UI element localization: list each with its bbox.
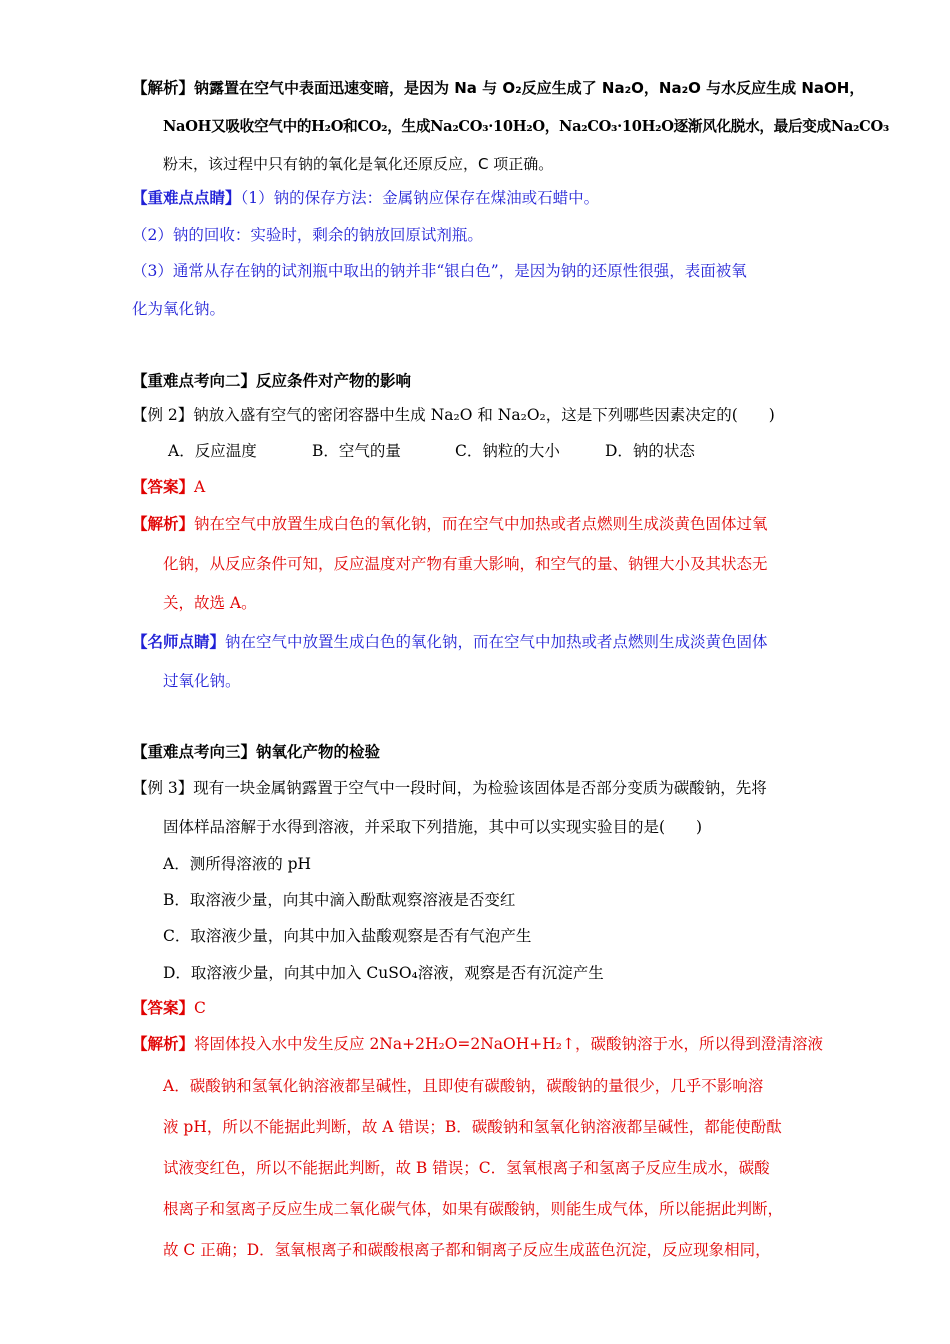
example-3-option-b: B．取溶液少量，向其中滴入酚酞观察溶液是否变红 — [163, 891, 516, 909]
example-2-analysis-line-2: 化钠，从反应条件可知，反应温度对产物有重大影响，和空气的量、钠锂大小及其状态无 — [163, 555, 768, 573]
key-tip-line-2: （2）钠的回收：实验时，剩余的钠放回原试剂瓶。 — [132, 226, 483, 244]
example-2-option-a: A．反应温度 — [168, 442, 257, 460]
example-3-analysis-line-3: 液 pH，所以不能据此判断，故 A 错误；B．碳酸钠和氢氧化钠溶液都呈碱性，都能使酚酞 — [163, 1118, 782, 1136]
example-2-analysis-line-1: 【解析】钠在空气中放置生成白色的氧化钠，而在空气中加热或者点燃则生成淡黄色固体过氧 — [132, 514, 768, 533]
key-tip-line-3: （3）通常从存在钠的试剂瓶中取出的钠并非“银白色”，是因为钠的还原性很强，表面被氧 — [132, 262, 747, 280]
key-tip-tag: 【重难点点睛】 — [132, 188, 241, 207]
example-2-question: 【例 2】钠放入盛有空气的密闭容器中生成 Na₂O 和 Na₂O₂，这是下列哪些因素决定的( ) — [132, 406, 775, 424]
example-3-question-line-2: 固体样品溶解于水得到溶液，并采取下列措施，其中可以实现实验目的是( ) — [163, 818, 703, 836]
example-3-option-a: A．测所得溶液的 pH — [163, 855, 312, 873]
example-3-option-d: D．取溶液少量，向其中加入 CuSO₄溶液，观察是否有沉淀产生 — [163, 964, 604, 982]
analysis-tag: 【解析】 — [132, 1034, 195, 1053]
teacher-tip-line-1: 【名师点睛】钠在空气中放置生成白色的氧化钠，而在空气中加热或者点燃则生成淡黄色固体 — [132, 632, 768, 651]
section-2-heading: 【重难点考向二】反应条件对产物的影响 — [132, 371, 412, 390]
analysis-paragraph-1-line-2: NaOH又吸收空气中的H₂O和CO₂，生成Na₂CO₃·10H₂O，Na₂CO₃·10H₂O逐渐风化脱水，最后变成Na₂CO₃ — [163, 118, 889, 135]
teacher-tip-line-2: 过氧化钠。 — [163, 672, 241, 690]
answer-tag: 【答案】 — [132, 477, 195, 496]
example-3-question-line-1: 【例 3】现有一块金属钠露置于空气中一段时间，为检验该固体是否部分变质为碳酸钠，先将 — [132, 779, 767, 797]
example-3-analysis-line-1: 【解析】将固体投入水中发生反应 2Na+2H₂O=2NaOH+H₂↑，碳酸钠溶于水，所以得到澄清溶液 — [132, 1034, 823, 1053]
example-2-option-b: B．空气的量 — [312, 442, 401, 460]
section-3-heading: 【重难点考向三】钠氧化产物的检验 — [132, 742, 381, 761]
example-3-analysis-line-5: 根离子和氢离子反应生成二氧化碳气体，如果有碳酸钠，则能生成气体，所以能据此判断， — [163, 1200, 784, 1218]
teacher-tip-tag: 【名师点睛】 — [132, 632, 226, 651]
example-3-analysis-line-4: 试液变红色，所以不能据此判断，故 B 错误；C．氢氧根离子和氢离子反应生成水，碳酸 — [163, 1159, 770, 1177]
key-tip-line-4: 化为氧化钠。 — [132, 300, 226, 318]
analysis-paragraph-1-line-3: 粉末，该过程中只有钠的氧化是氧化还原反应，C 项正确。 — [163, 155, 554, 173]
example-2-analysis-line-3: 关，故选 A。 — [163, 594, 257, 612]
example-3-option-c: C．取溶液少量，向其中加入盐酸观察是否有气泡产生 — [163, 927, 532, 945]
answer-tag: 【答案】 — [132, 998, 195, 1017]
example-3-analysis-line-2: A．碳酸钠和氢氧化钠溶液都呈碱性，且即使有碳酸钠，碳酸钠的量很少，几乎不影响溶 — [163, 1077, 764, 1095]
example-3-answer: 【答案】C — [132, 998, 206, 1017]
example-2-option-c: C．钠粒的大小 — [455, 442, 560, 460]
example-2-answer: 【答案】A — [132, 477, 206, 496]
analysis-tag: 【解析】 — [132, 514, 195, 533]
analysis-paragraph-1-line-1: 【解析】钠露置在空气中表面迅速变暗，是因为 Na 与 O₂反应生成了 Na₂O，Na₂O 与水反应生成 NaOH， — [132, 78, 865, 97]
analysis-tag: 【解析】 — [132, 78, 195, 97]
example-3-analysis-line-6: 故 C 正确；D．氢氧根离子和碳酸根离子都和铜离子反应生成蓝色沉淀，反应现象相同， — [163, 1241, 771, 1259]
example-2-option-d: D．钠的状态 — [605, 442, 695, 460]
key-tip-line-1: 【重难点点睛】（1）钠的保存方法：金属钠应保存在煤油或石蜡中。 — [132, 188, 600, 207]
